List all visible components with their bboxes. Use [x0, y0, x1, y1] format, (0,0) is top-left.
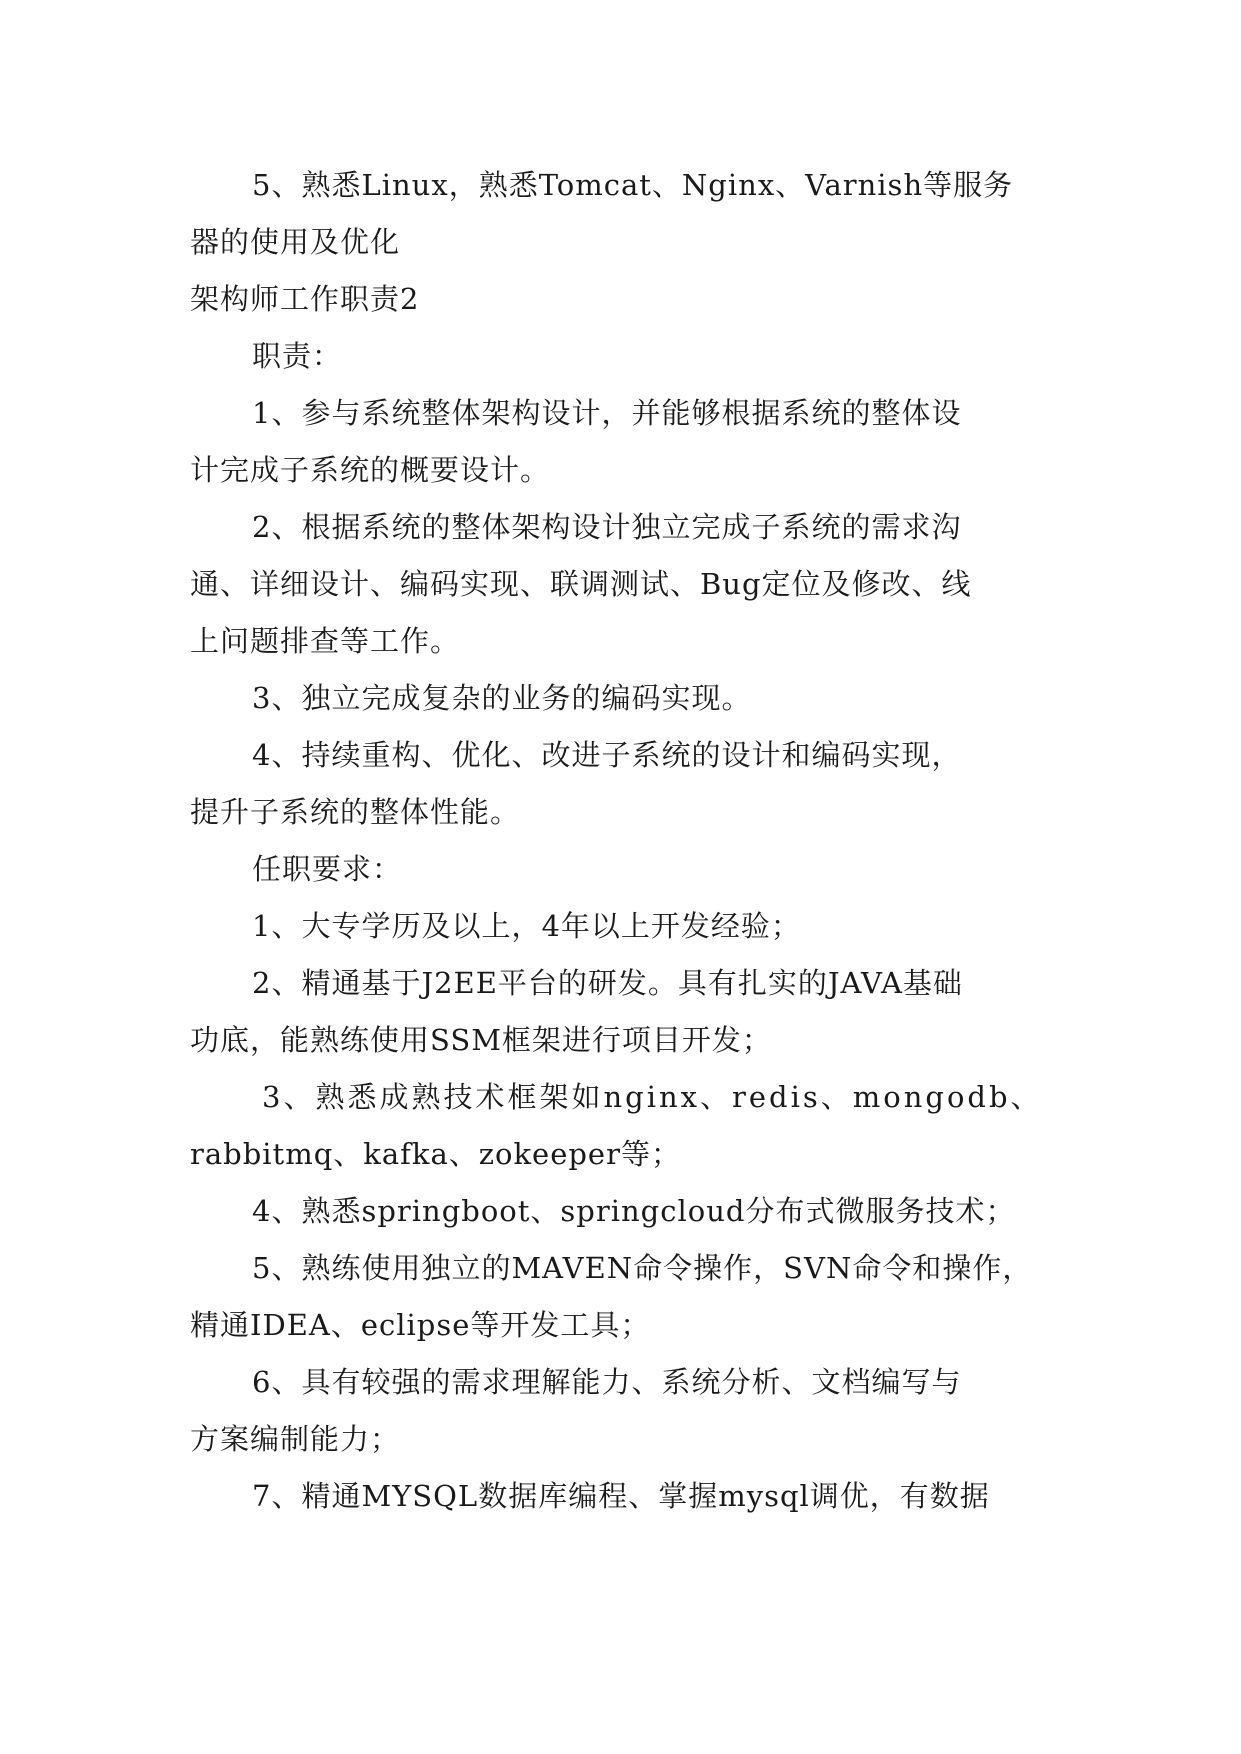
paragraph-line: 5、熟悉Linux，熟悉Tomcat、Nginx、Varnish等服务: [252, 168, 1014, 202]
paragraph-line: 上问题排查等工作。: [190, 624, 461, 658]
paragraph-line: 7、精通MYSQL数据库编程、掌握mysql调优，有数据: [252, 1479, 990, 1513]
paragraph-line: rabbitmq、kafka、zokeeper等；: [190, 1137, 681, 1171]
paragraph-line: 3、独立完成复杂的业务的编码实现。: [252, 681, 752, 715]
paragraph-line: 2、根据系统的整体架构设计独立完成子系统的需求沟: [252, 510, 962, 544]
section-heading: 架构师工作职责2: [190, 282, 420, 316]
paragraph-line: 5、熟练使用独立的MAVEN命令操作，SVN命令和操作，: [252, 1251, 1033, 1285]
paragraph-line: 计完成子系统的概要设计。: [190, 453, 551, 487]
paragraph-line: 通、详细设计、编码实现、联调测试、Bug定位及修改、线: [190, 567, 972, 601]
paragraph-line: 6、具有较强的需求理解能力、系统分析、文档编写与: [252, 1365, 962, 1399]
paragraph-line: 方案编制能力；: [190, 1422, 401, 1456]
paragraph-line: 器的使用及优化: [190, 225, 401, 259]
subheading: 职责：: [252, 339, 343, 373]
paragraph-line: 4、持续重构、优化、改进子系统的设计和编码实现，: [252, 738, 962, 772]
paragraph-line: 4、熟悉springboot、springcloud分布式微服务技术；: [252, 1194, 1016, 1228]
paragraph-line: 1、参与系统整体架构设计，并能够根据系统的整体设: [252, 396, 962, 430]
paragraph-line: 提升子系统的整体性能。: [190, 795, 521, 829]
paragraph-line: 3、熟悉成熟技术框架如nginx、redis、mongodb、: [262, 1080, 1043, 1114]
subheading: 任职要求：: [252, 852, 403, 886]
paragraph-line: 精通IDEA、eclipse等开发工具；: [190, 1308, 651, 1342]
paragraph-line: 1、大专学历及以上，4年以上开发经验；: [252, 909, 801, 943]
paragraph-line: 功底，能熟练使用SSM框架进行项目开发；: [190, 1023, 772, 1057]
paragraph-line: 2、精通基于J2EE平台的研发。具有扎实的JAVA基础: [252, 966, 963, 1000]
